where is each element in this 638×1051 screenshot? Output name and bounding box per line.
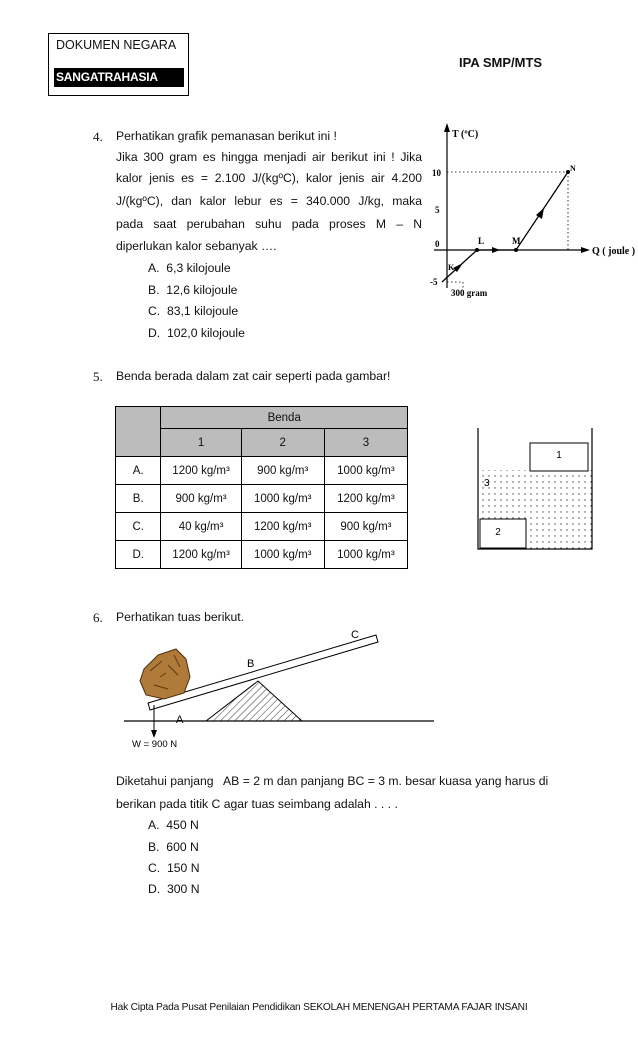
q4-line-4: J/(kgºC), dan kalor lebur es = 340.000 J/kg, maka bbox=[116, 194, 422, 208]
point-k: K bbox=[448, 263, 455, 272]
heating-graph bbox=[420, 120, 636, 305]
q4-line-6: diperlukan kalor sebanyak …. bbox=[116, 239, 277, 253]
q6-number: 6. bbox=[93, 610, 103, 625]
y-axis-label: T (ºC) bbox=[452, 129, 479, 140]
secret-label: SANGATRAHASIA bbox=[54, 68, 184, 87]
weight-label: W = 900 N bbox=[132, 739, 178, 750]
table-row-c[interactable]: C. 40 kg/m³ 1200 kg/m³ 900 kg/m³ bbox=[116, 513, 408, 541]
q4-option-d[interactable]: D. 102,0 kilojoule bbox=[148, 326, 245, 340]
mass-label: 300 gram bbox=[451, 288, 488, 298]
doc-label: DOKUMEN NEGARA bbox=[56, 38, 177, 52]
label-c: C bbox=[351, 629, 359, 641]
tick-5: 5 bbox=[435, 205, 440, 215]
q5-text: Benda berada dalam zat cair seperti pada gambar! bbox=[116, 369, 391, 383]
table-col-1: 1 bbox=[161, 429, 241, 457]
q4-number: 4. bbox=[93, 129, 103, 144]
container-figure bbox=[468, 425, 598, 555]
lever-figure bbox=[118, 625, 438, 755]
table-row-b[interactable]: B. 900 kg/m³ 1000 kg/m³ 1200 kg/m³ bbox=[116, 485, 408, 513]
label-b: B bbox=[247, 658, 255, 670]
object-2 bbox=[480, 519, 526, 548]
q6-option-d[interactable]: D. 300 N bbox=[148, 882, 200, 896]
q4-line-5: pada saat perubahan suhu pada proses M – N bbox=[116, 217, 422, 231]
object-2-label: 2 bbox=[495, 527, 501, 538]
footer-copyright: Hak Cipta Pada Pusat Penilaian Pendidikan SEKOLAH MENENGAH PERTAMA FAJAR INSANI bbox=[110, 1002, 528, 1013]
q4-option-a[interactable]: A. 6,3 kilojoule bbox=[148, 261, 231, 275]
answer-table bbox=[115, 406, 408, 569]
q6-option-a[interactable]: A. 450 N bbox=[148, 818, 199, 832]
table-row-a[interactable]: A. 1200 kg/m³ 900 kg/m³ 1000 kg/m³ bbox=[116, 457, 408, 485]
q5-number: 5. bbox=[93, 369, 103, 384]
q6-text: Perhatikan tuas berikut. bbox=[116, 610, 245, 624]
q4-line-1: Perhatikan grafik pemanasan berikut ini ! bbox=[116, 129, 337, 143]
q4-line-3: kalor jenis es = 2.100 J/(kgºC), kalor jenis air 4.200 bbox=[116, 171, 422, 185]
object-3-label: 3 bbox=[484, 478, 490, 489]
table-col-2: 2 bbox=[241, 429, 324, 457]
point-m: M bbox=[512, 236, 521, 246]
q4-line-2: Jika 300 gram es hingga menjadi air berikut ini ! Jika bbox=[116, 150, 422, 164]
q6-option-b[interactable]: B. 600 N bbox=[148, 840, 199, 854]
q6-body-line-1: Diketahui panjang AB = 2 m dan panjang BC = 3 m. besar kuasa yang harus di bbox=[116, 774, 549, 788]
tick-neg5: -5 bbox=[430, 277, 438, 287]
point-l: L bbox=[478, 236, 485, 246]
table-corner bbox=[116, 407, 161, 457]
object-1-label: 1 bbox=[556, 450, 562, 461]
subject-label: IPA SMP/MTS bbox=[459, 55, 543, 70]
q6-body-line-2: berikan pada titik C agar tuas seimbang adalah . . . . bbox=[116, 797, 398, 811]
x-axis-label: Q ( joule ) bbox=[592, 246, 636, 257]
q4-option-c[interactable]: C. 83,1 kilojoule bbox=[148, 304, 239, 318]
table-row-d[interactable]: D. 1200 kg/m³ 1000 kg/m³ 1000 kg/m³ bbox=[116, 541, 408, 569]
tick-0: 0 bbox=[435, 239, 440, 249]
q4-option-b[interactable]: B. 12,6 kilojoule bbox=[148, 283, 238, 297]
tick-10: 10 bbox=[432, 168, 441, 178]
label-a: A bbox=[176, 714, 184, 726]
table-col-3: 3 bbox=[324, 429, 407, 457]
q6-option-c[interactable]: C. 150 N bbox=[148, 861, 200, 875]
point-n: N bbox=[570, 164, 576, 173]
table-group-header: Benda bbox=[161, 407, 408, 429]
